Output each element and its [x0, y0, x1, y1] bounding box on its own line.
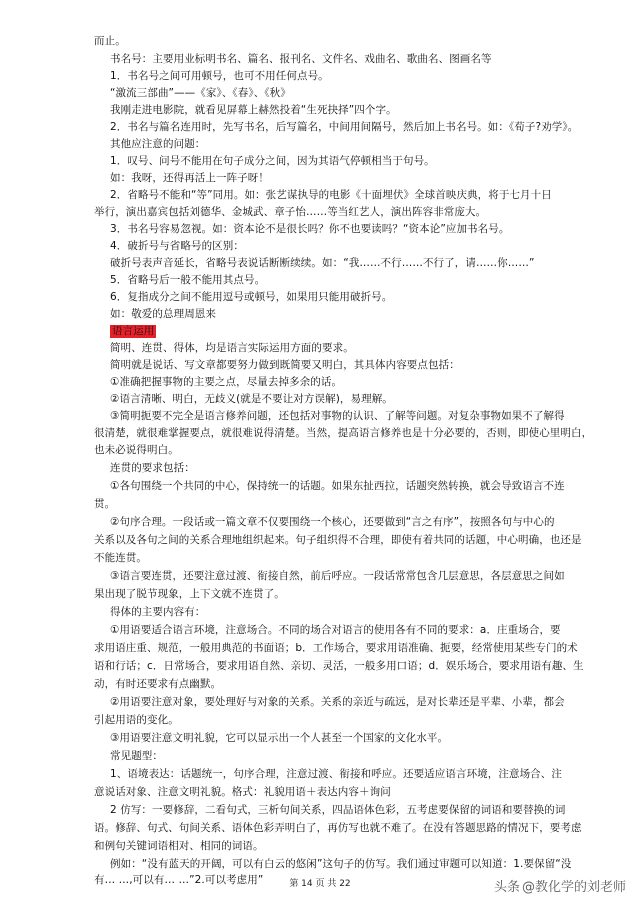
text-line: 例如：“没有蓝天的开阔，可以有白云的悠闲”这句子的仿写。我们通过审题可以知道：1.要保留“没	[110, 858, 572, 870]
text-line	[110, 324, 614, 338]
text-line: 我刚走进电影院，就看见屏幕上赫然投着“生死抉择”四个字。	[110, 104, 397, 116]
text-line: 如：我呀，还得再活上一阵子呀！	[110, 172, 269, 184]
text-line: 引起用语的变化。	[94, 714, 179, 726]
text-line: 语和行话；c．日常场合，要求用语自然、亲切、灵活，一般多用口语；d．娱乐场合，要求用语有趣、生	[94, 660, 584, 672]
text-line: 破折号表声音延长，省略号表说话断断续续。如：“我……不行……不行了，请……你……”	[110, 257, 535, 269]
text-line: 简明、连贯、得体，均是语言实际运用方面的要求。	[110, 342, 354, 354]
text-line: 1．叹号、问号不能用在句子成分之间，因为其语气停顿相当于句号。	[110, 155, 435, 167]
text-line: 书名号：主要用业标明书名、篇名、报刊名、文件名、戏曲名、歌曲名、图画名等	[110, 53, 492, 65]
text-line: 举行，演出嘉宾包括刘德华、金城武、章子怡……等当红艺人，演出阵容非常庞大。	[94, 206, 487, 218]
text-line: 2 仿写：一要修辞，二看句式，三析句间关系，四品语体色彩，五考虑要保留的词语和要替换的词	[110, 804, 566, 816]
text-line: ③简明扼要不完全是语言修养问题，还包括对事物的认识、了解等问题。对复杂事物如果不了解得	[110, 410, 565, 422]
text-line: 动，有时还要求有点幽默。	[94, 678, 222, 690]
text-line: 不能连贯。	[94, 552, 147, 564]
text-line: ①用语要适合语言环境，注意场合。不同的场合对语言的使用各有不同的要求：a．庄重场合，要	[110, 624, 561, 636]
text-line: 简明就是说话、写文章都要努力做到既简要又明白，其具体内容要点包括：	[110, 359, 460, 371]
text-line: 很清楚，就很难掌握要点，就很难说得清楚。当然，提高语言修养也是十分必要的，否则，即使心里明白，	[94, 427, 593, 439]
text-line: ②语言清晰、明白，无歧义(就是不要让对方误解)，易理解。	[110, 393, 393, 405]
text-line: 和例句关键词语相对、相同的词语。	[94, 840, 264, 852]
text-line: ③用语要注意文明礼貌，它可以显示出一个人甚至一个国家的文化水平。	[110, 732, 449, 744]
text-line: 其他应注意的问题：	[110, 138, 206, 150]
text-line: 常见题型：	[110, 750, 163, 762]
watermark-handle: @教化学的刘老师	[521, 880, 626, 895]
watermark	[494, 876, 626, 895]
text-line: “激流三部曲”——《家》、《春》、《秋》	[110, 87, 291, 99]
page-number: 第 14 页 共 22	[289, 879, 351, 889]
watermark-prefix: 头条	[493, 880, 520, 895]
text-line: 求用语庄重、规范，一般用典范的书面语；b．工作场合，要求用语准确、扼要，经常使用某些专门的术	[94, 642, 578, 654]
text-line: 得体的主要内容有：	[110, 606, 206, 618]
text-line: 5．省略号后一般不能用其点号。	[110, 274, 266, 286]
text-line: ①各句围绕一个共同的中心，保持统一的话题。如果东扯西拉，话题突然转换，就会导致语言不连	[110, 480, 565, 492]
section-heading-highlight: 语言运用	[112, 325, 155, 337]
text-line: 语。修辞、句式、句间关系、语体色彩弄明白了，再仿写也就不难了。在没有答题思路的情况下，要考虑	[94, 822, 582, 834]
text-line: 1、语境表达：话题统一，句序合理，注意过渡、衔接和呼应。还要适应语言环境，注意场合、注	[110, 768, 562, 780]
text-line: 贯。	[94, 498, 116, 510]
text-line: 2．省略号不能和“等”同用。如：张艺谋执导的电影《十面埋伏》全球首映庆典，将于七月十日	[110, 189, 552, 201]
text-line: 如：敬爱的总理周恩来	[110, 308, 216, 320]
text-line: ③语言要连贯，还要注意过渡、衔接自然，前后呼应。一段话常常包含几层意思，各层意思之间如	[110, 570, 565, 582]
text-line: 1．书名号之间可用顿号，也可不用任何点号。	[110, 70, 329, 82]
text-line: 也未必说得明白。	[94, 444, 179, 456]
text-line: 而止。	[94, 35, 126, 47]
text-line: 有… …,可以有… …”2.可以考虑用”	[94, 874, 264, 886]
text-line: 意说话对象、注意文明礼貌。格式：礼貌用语＋表达内容＋询问	[94, 786, 391, 798]
text-line: ①准确把握事物的主要之点，尽量去掉多余的话。	[110, 376, 343, 388]
text-line: 2．书名与篇名连用时，先写书名，后写篇名，中间用间隔号，然后加上书名号。如：《荀子?劝学》。	[110, 121, 579, 133]
text-line: ②句序合理。一段话或一篇文章不仅要围绕一个核心，还要做到“言之有序”，按照各句与中心的	[110, 516, 555, 528]
text-line: 4．破折号与省略号的区别：	[110, 240, 244, 252]
text-line: 6．复指成分之间不能用逗号或顿号，如果用只能用破折号。	[110, 291, 393, 303]
text-line: 连贯的要求包括：	[110, 462, 195, 474]
text-line: 关系以及各句之间的关系合理地组织起来。句子组织得不合理，即使有着共同的话题，中心明确，也还是	[94, 534, 582, 546]
text-line: 果出现了脱节现象，上下文就不连贯了。	[94, 588, 285, 600]
text-line: 3．书名号容易忽视。如：资本论不是很长吗？你不也要读吗？“资本论”应加书名号。	[110, 223, 510, 235]
text-line: ②用语要注意对象，要处理好与对象的关系。关系的亲近与疏远，是对长辈还是平辈、小辈，都会	[110, 696, 565, 708]
